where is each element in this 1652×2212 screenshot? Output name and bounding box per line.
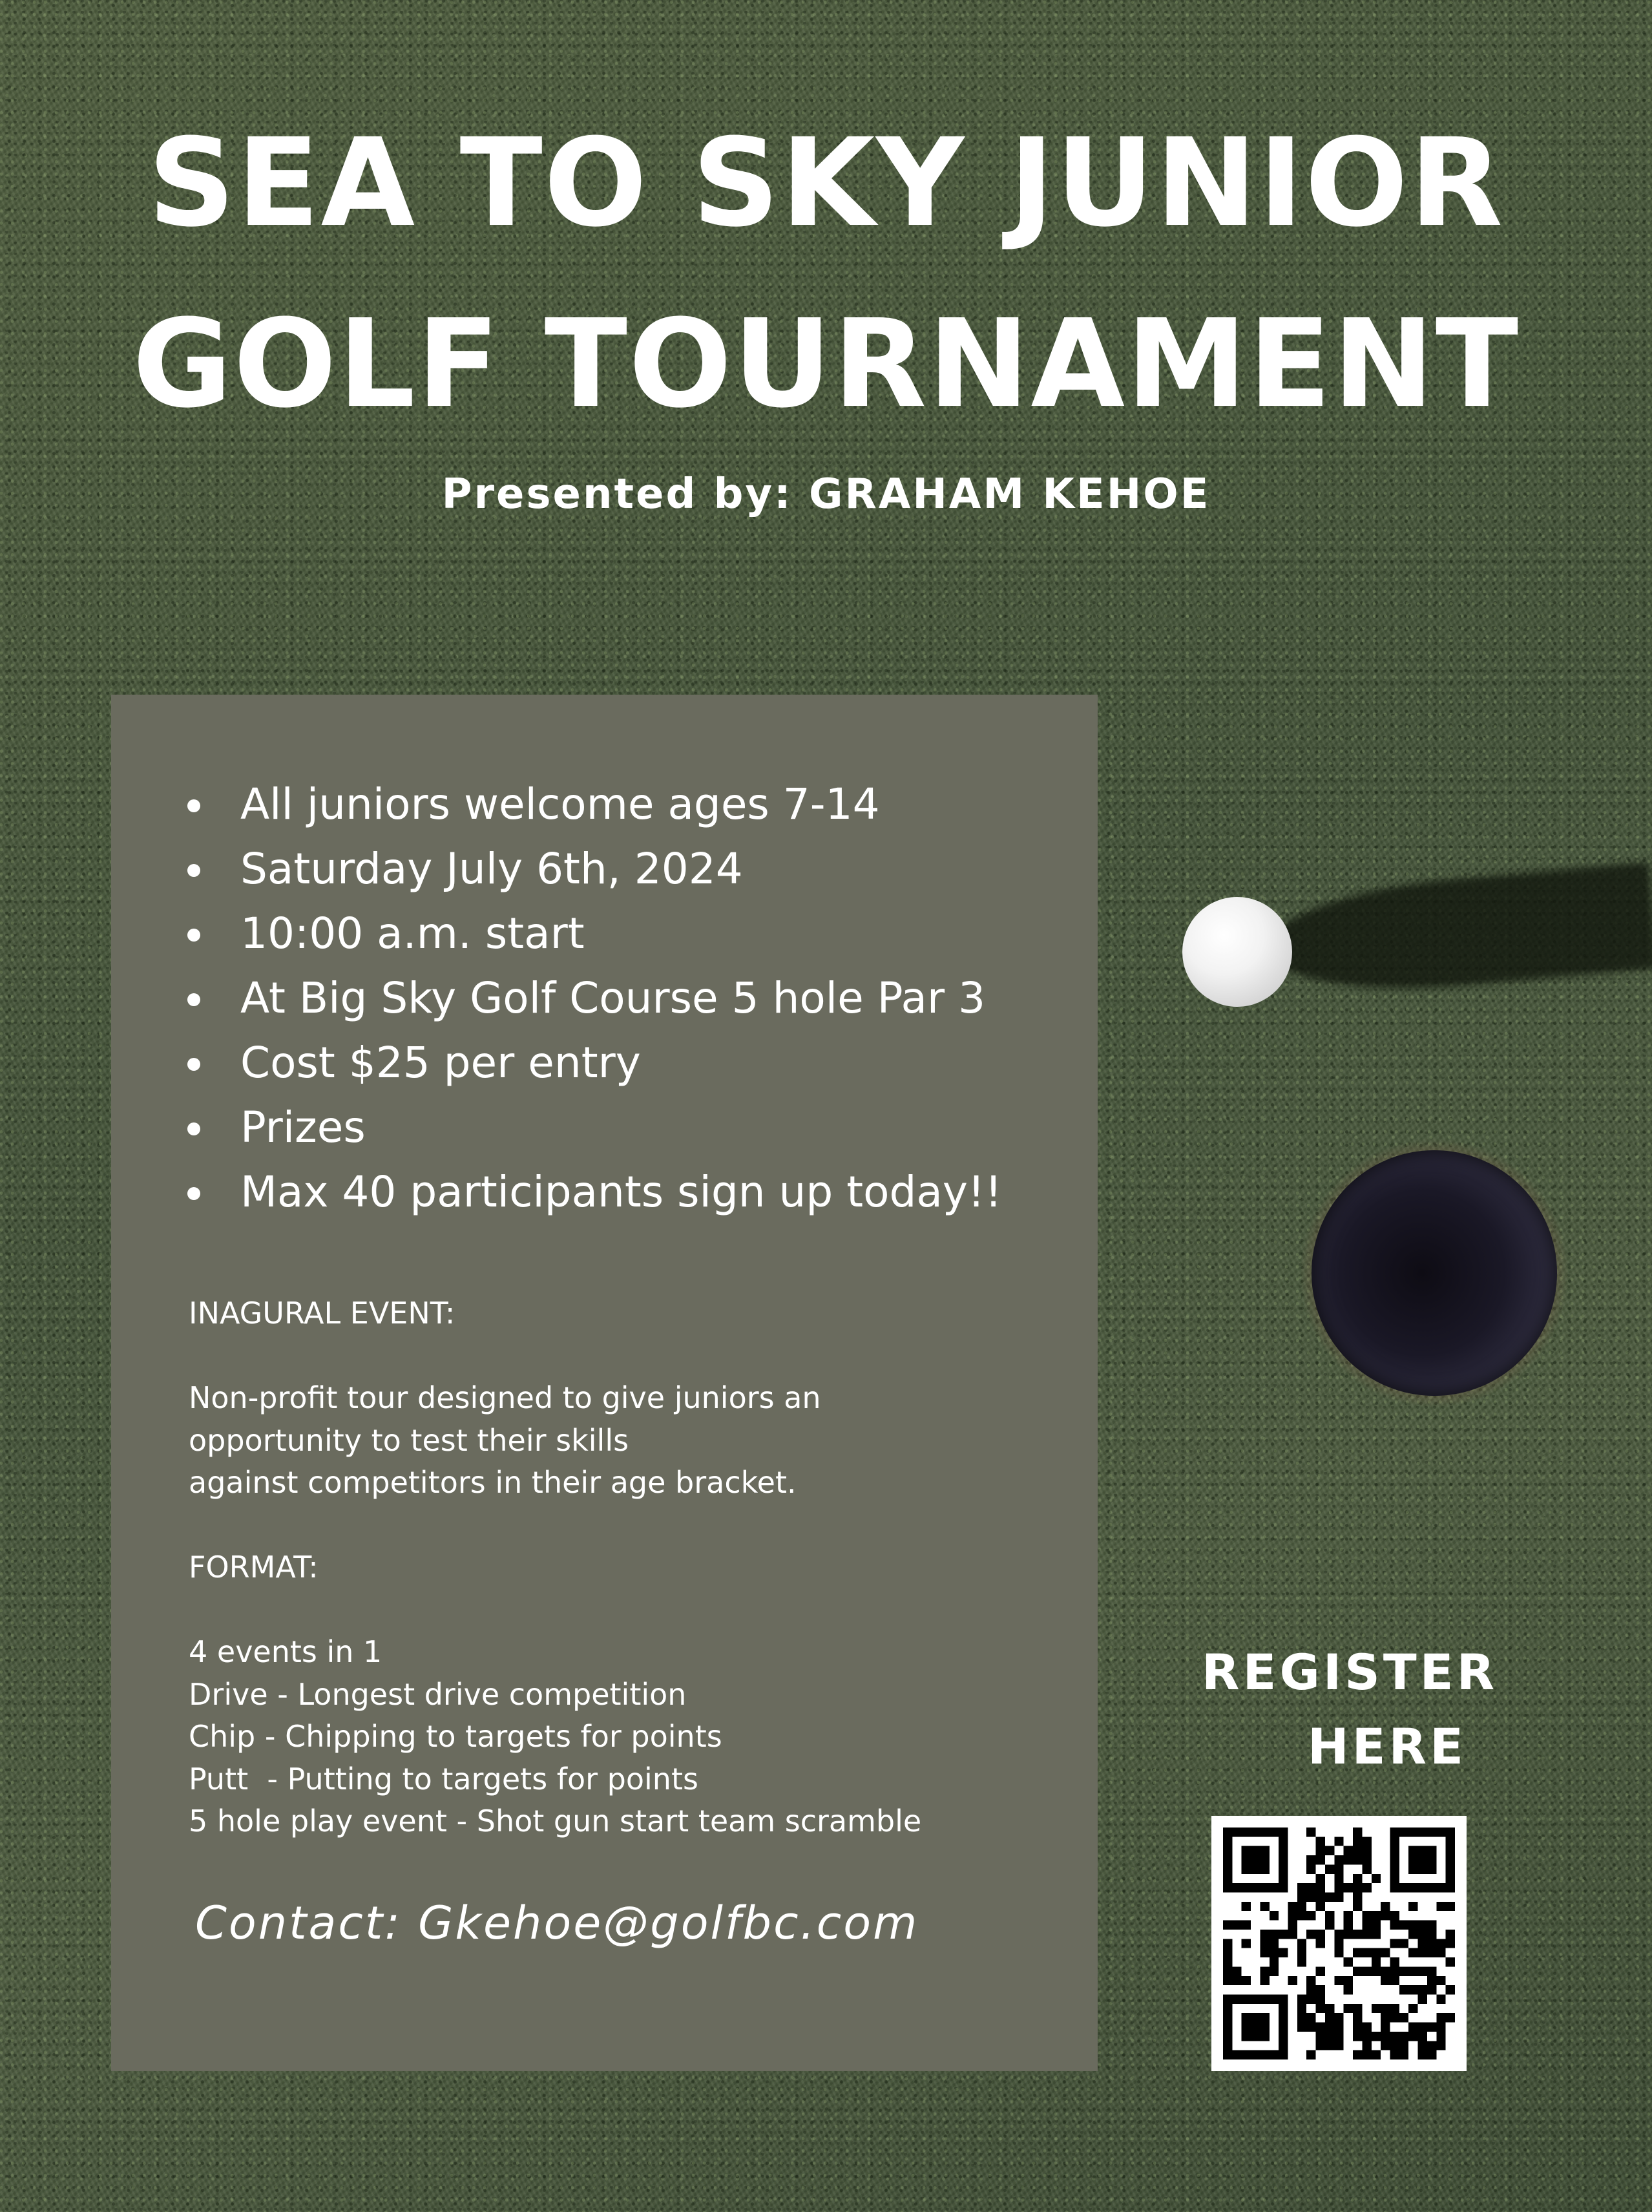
- event-description: INAGURAL EVENT: Non-profit tour designed to give juniors an opportunity to test their skills against competitors in their age bracket. FORMAT: 4 events in 1 Drive - Longest drive competition Chip - Chipping to targets for points Putt - Putting to targets for points 5 hole play event - Shot gun start team scramble: [189, 1296, 922, 1838]
- register-line-1: REGISTER: [1202, 1643, 1498, 1701]
- golf-hole-icon: [1312, 1150, 1557, 1396]
- list-item: All juniors welcome ages 7-14: [182, 772, 1002, 837]
- register-line-2: HERE: [1308, 1718, 1467, 1775]
- registration-qr-code[interactable]: [1211, 1816, 1467, 2071]
- qr-code-icon: [1223, 1828, 1455, 2059]
- details-panel: [111, 695, 1098, 2071]
- title-line-2: GOLF TOURNAMENT: [132, 293, 1520, 435]
- list-item: 10:00 a.m. start: [182, 901, 1002, 966]
- title-line-1: SEA TO SKY JUNIOR: [147, 112, 1505, 254]
- golf-ball-icon: [1182, 897, 1292, 1007]
- list-item: Saturday July 6th, 2024: [182, 837, 1002, 901]
- list-item: Prizes: [182, 1095, 1002, 1160]
- list-item: Max 40 participants sign up today!!: [182, 1160, 1002, 1225]
- register-label: [1202, 1635, 1498, 1784]
- contact-email[interactable]: Contact: Gkehoe@golfbc.com: [195, 1897, 919, 1950]
- ball-shadow: [1262, 862, 1652, 1002]
- details-list: [182, 772, 1002, 1225]
- list-item: Cost $25 per entry: [182, 1031, 1002, 1095]
- list-item: At Big Sky Golf Course 5 hole Par 3: [182, 966, 1002, 1031]
- presented-by: Presented by: GRAHAM KEHOE: [441, 470, 1211, 518]
